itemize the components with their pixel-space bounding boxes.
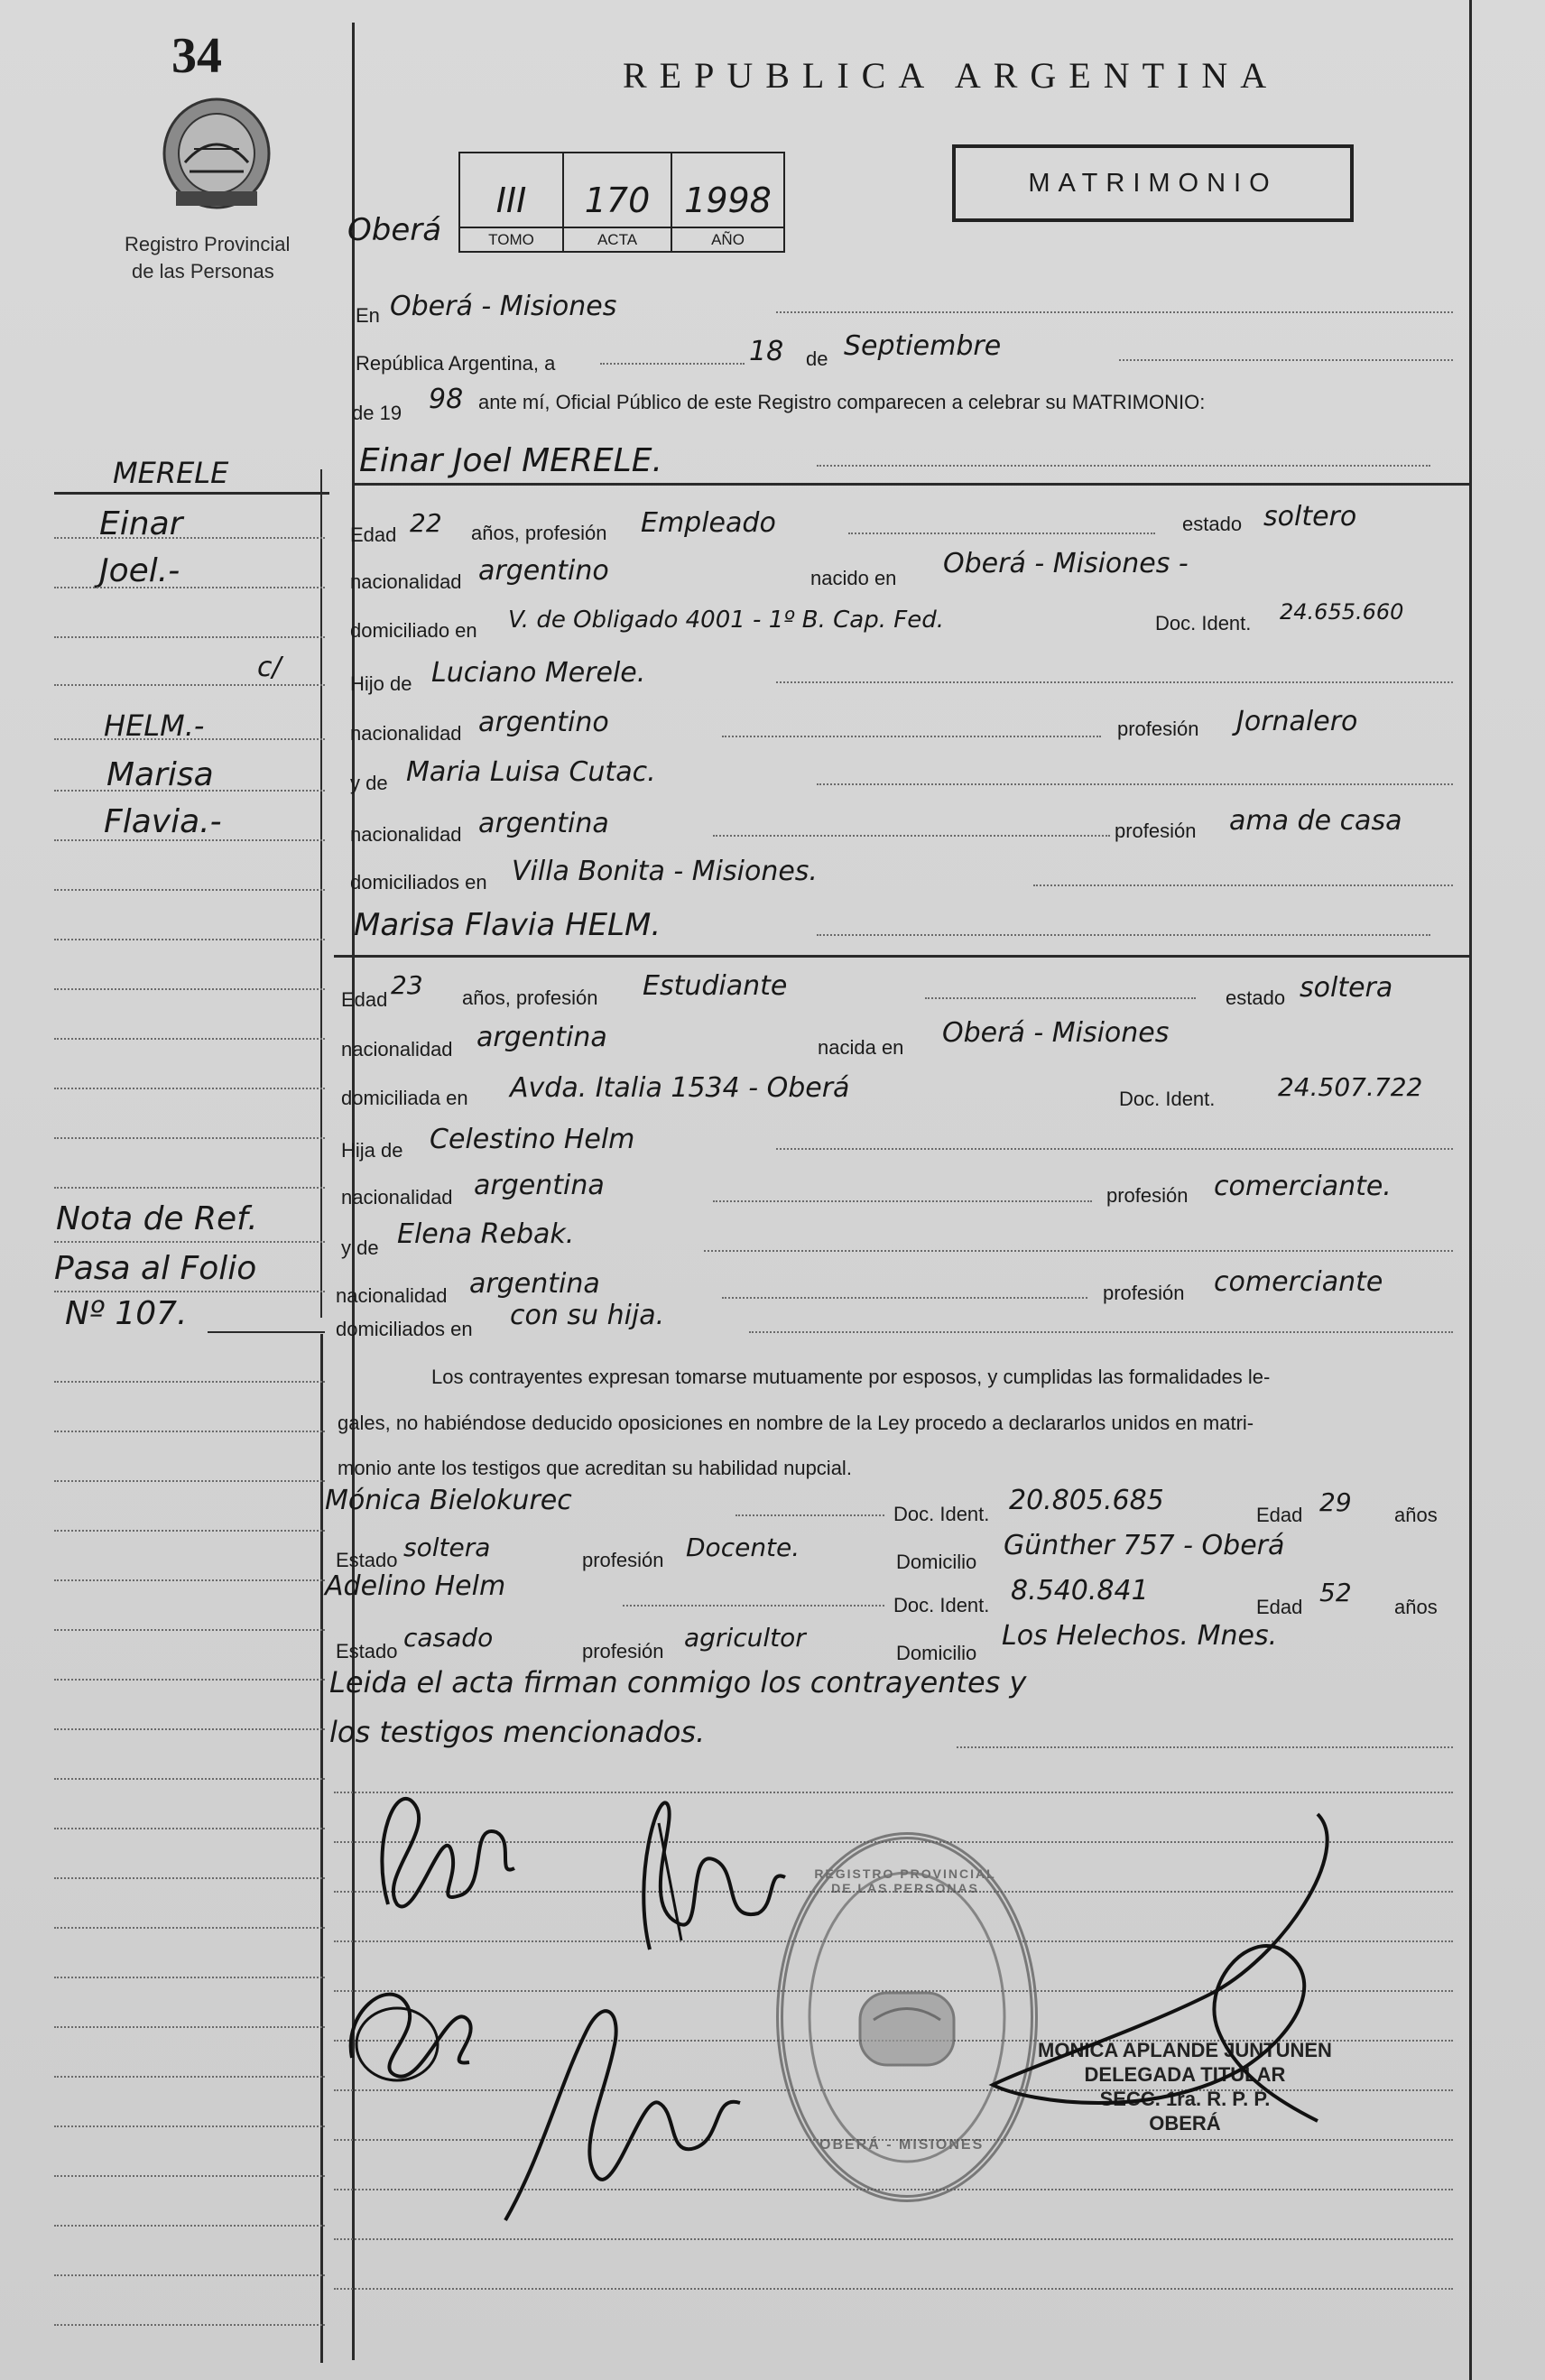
margin-line	[54, 1629, 325, 1631]
bride-mother-nac-label: nacionalidad	[336, 1284, 448, 1307]
declaration-line2: gales, no habiéndose deducido oposiciones en nombre de la Ley procedo a declararlos unidos en matri-	[338, 1412, 1254, 1434]
bride-estado-label: estado	[1226, 986, 1286, 1009]
bride-nacionalidad-label: nacionalidad	[341, 1038, 453, 1060]
margin-line	[54, 1877, 325, 1879]
fill-line	[704, 1250, 1453, 1252]
fill-line	[817, 783, 1453, 785]
witness1-edad-label: Edad	[1256, 1504, 1303, 1526]
margin-connector: c/	[257, 652, 282, 683]
bride-nacionalidad: argentina	[476, 1022, 607, 1053]
witness1-domicilio: Günther 757 - Oberá	[1004, 1530, 1285, 1561]
registry-name-line2: de las Personas	[132, 260, 274, 282]
margin-line	[54, 1778, 325, 1780]
margin-line	[54, 1480, 325, 1482]
margin-line	[54, 1679, 325, 1681]
de-label: de	[806, 347, 828, 370]
bride-profesion: Estudiante	[643, 970, 788, 1002]
delegate-name: MONICA APLANDE JUNTUNEN	[1038, 2039, 1332, 2061]
margin-groom-name2: Joel.-	[99, 552, 180, 589]
bride-doc-label: Doc. Ident.	[1119, 1088, 1216, 1110]
bride-father: Celestino Helm	[430, 1124, 635, 1155]
groom-mother-prof: ama de casa	[1229, 805, 1402, 837]
fill-line	[623, 1605, 884, 1607]
margin-rule	[208, 1331, 325, 1333]
groom-domicilio-label: domiciliado en	[350, 619, 477, 642]
groom-edad: 22	[410, 508, 442, 538]
fill-line	[722, 736, 1101, 737]
witness1-profesion: Docente.	[686, 1533, 800, 1562]
acta-label: ACTA	[564, 227, 671, 249]
groom-father-nac-label: nacionalidad	[350, 722, 462, 745]
fill-line	[722, 1297, 1087, 1299]
fill-line	[735, 1514, 884, 1516]
day-value: 18	[749, 336, 784, 367]
signature-officer	[975, 1796, 1354, 2139]
tomo-value: III	[495, 181, 527, 220]
margin-groom-name1: Einar	[99, 505, 183, 542]
delegate-title: DELEGADA TITULAR	[1084, 2063, 1286, 2086]
margin-line	[54, 2225, 325, 2227]
ano-value: 1998	[684, 181, 772, 220]
bride-doc: 24.507.722	[1278, 1072, 1423, 1102]
signature-groom	[361, 1769, 541, 1931]
bride-father-nac-label: nacionalidad	[341, 1186, 453, 1209]
margin-line	[54, 2324, 325, 2326]
en-label: En	[356, 304, 380, 327]
margin-line	[54, 587, 325, 588]
bride-edad-label: Edad	[341, 988, 388, 1011]
witness1-profesion-label: profesión	[582, 1549, 664, 1571]
witness1-edad: 29	[1319, 1487, 1352, 1517]
witness2-profesion-label: profesión	[582, 1640, 664, 1662]
groom-mother: Maria Luisa Cutac.	[406, 756, 656, 788]
margin-note3: Nº 107.	[65, 1295, 188, 1332]
margin-line	[54, 2026, 325, 2028]
margin-line	[54, 1038, 325, 1040]
bride-profesion-label: años, profesión	[462, 986, 598, 1009]
witness2-doc-label: Doc. Ident.	[893, 1594, 990, 1616]
delegate-place: OBERÁ	[1149, 2112, 1221, 2135]
witness2-name: Adelino Helm	[325, 1570, 506, 1602]
margin-line	[54, 684, 325, 686]
fill-line	[334, 2238, 1453, 2240]
stamp-text-bottom: OBERÁ - MISIONES	[819, 2137, 985, 2153]
signature-bride	[596, 1769, 803, 1968]
groom-estado-label: estado	[1182, 513, 1243, 535]
groom-edad-label: Edad	[350, 523, 397, 546]
groom-estado: soltero	[1263, 501, 1357, 532]
month-value: Septiembre	[844, 330, 1002, 362]
groom-father-prof-label: profesión	[1117, 718, 1199, 740]
margin-line	[54, 1381, 325, 1383]
registry-table	[458, 152, 785, 253]
margin-line	[54, 889, 325, 891]
groom-mother-nac-label: nacionalidad	[350, 823, 462, 846]
bride-full-name: Marisa Flavia HELM.	[354, 907, 661, 943]
bride-mother-prof: comerciante	[1214, 1266, 1383, 1298]
margin-groom-surname: MERELE	[113, 456, 229, 490]
margin-line	[54, 1137, 325, 1139]
witness2-anos-label: años	[1394, 1596, 1438, 1618]
bride-estado: soltera	[1300, 972, 1393, 1004]
section-rule	[352, 483, 1471, 486]
bride-edad: 23	[391, 970, 423, 1000]
fill-line	[957, 1746, 1453, 1748]
margin-bride-surname: HELM.-	[104, 708, 205, 743]
fill-line	[776, 681, 1453, 683]
signature-witness2	[487, 1977, 758, 2229]
groom-hijo-label: Hijo de	[350, 672, 412, 695]
groom-nacido-label: nacido en	[810, 567, 897, 589]
registry-name: Registro Provincial	[125, 233, 291, 255]
margin-line	[54, 1241, 325, 1243]
groom-father-prof: Jornalero	[1236, 706, 1358, 737]
witness2-doc: 8.540.841	[1011, 1575, 1149, 1607]
bride-nacida-label: nacida en	[818, 1036, 904, 1059]
declaration-line1: Los contrayentes expresan tomarse mutuamente por esposos, y cumplidas las formalidades le-	[431, 1366, 1271, 1388]
ano-label: AÑO	[672, 227, 783, 249]
margin-line	[54, 939, 325, 940]
fill-line	[1033, 884, 1453, 886]
groom-doc-label: Doc. Ident.	[1155, 612, 1252, 634]
margin-line	[54, 2175, 325, 2177]
stamp-text-top: REGISTRO PROVINCIAL DE LAS PERSONAS	[814, 1866, 996, 1895]
margin-line	[54, 537, 325, 539]
section-rule	[320, 1334, 323, 2363]
place-note: Oberá	[347, 212, 442, 248]
margin-line	[54, 1291, 325, 1292]
witness1-doc: 20.805.685	[1009, 1485, 1164, 1516]
fill-line	[925, 997, 1196, 999]
witness1-domicilio-label: Domicilio	[896, 1551, 977, 1573]
margin-line	[54, 1828, 325, 1829]
place-value: Oberá - Misiones	[390, 291, 617, 322]
witness2-domicilio: Los Helechos. Mnes.	[1002, 1620, 1278, 1652]
year-suffix: 98	[429, 384, 464, 415]
bride-parents-dom-label: domiciliados en	[336, 1318, 473, 1340]
witness1-name: Mónica Bielokurec	[325, 1485, 572, 1516]
groom-parents-dom-label: domiciliados en	[350, 871, 487, 894]
margin-bride-name1: Marisa	[106, 756, 214, 793]
fill-line	[713, 835, 1110, 837]
act-type: MATRIMONIO	[1028, 168, 1278, 198]
witness2-domicilio-label: Domicilio	[896, 1642, 977, 1664]
witness2-estado-label: Estado	[336, 1640, 398, 1662]
margin-note2: Pasa al Folio	[54, 1250, 257, 1287]
fill-line	[848, 532, 1155, 534]
groom-father: Luciano Merele.	[431, 657, 646, 689]
groom-y-de-label: y de	[350, 772, 388, 794]
bride-mother: Elena Rebak.	[397, 1218, 575, 1250]
bride-nacida: Oberá - Misiones	[942, 1017, 1170, 1049]
declaration-line3: monio ante los testigos que acreditan su habilidad nupcial.	[338, 1457, 852, 1479]
fill-line	[1119, 359, 1453, 361]
acta-value: 170	[584, 181, 651, 220]
bride-domicilio: Avda. Italia 1534 - Oberá	[510, 1072, 850, 1104]
margin-line	[54, 1431, 325, 1432]
margin-line	[54, 1927, 325, 1929]
tomo-label: TOMO	[460, 227, 562, 249]
intro-statement: ante mí, Oficial Público de este Registro comparecen a celebrar su MATRIMONIO:	[478, 391, 1206, 413]
groom-father-nac: argentino	[478, 707, 609, 738]
margin-line	[54, 1088, 325, 1089]
groom-full-name: Einar Joel MERELE.	[359, 442, 662, 479]
bride-father-prof-label: profesión	[1106, 1184, 1189, 1207]
margin-line	[54, 2274, 325, 2276]
margin-line	[54, 839, 325, 841]
bride-parents-dom: con su hija.	[510, 1300, 665, 1331]
margin-line	[54, 738, 325, 740]
country-title: REPUBLICA ARGENTINA	[623, 55, 1280, 96]
bride-hija-label: Hija de	[341, 1139, 403, 1162]
witness1-estado-label: Estado	[336, 1549, 398, 1571]
groom-mother-nac: argentina	[478, 808, 609, 839]
margin-line	[54, 1728, 325, 1730]
margin-line	[54, 988, 325, 990]
groom-profesion: Empleado	[641, 507, 776, 539]
section-rule	[334, 955, 1471, 958]
bride-y-de-label: y de	[341, 1236, 379, 1259]
bride-father-nac: argentina	[474, 1170, 605, 1201]
groom-doc: 24.655.660	[1280, 599, 1404, 625]
fill-line	[713, 1200, 1092, 1202]
witness1-anos-label: años	[1394, 1504, 1438, 1526]
fill-line	[776, 311, 1453, 313]
closing-line2: los testigos mencionados.	[329, 1715, 706, 1749]
margin-line	[54, 1530, 325, 1532]
groom-domicilio: V. de Obligado 4001 - 1º B. Cap. Fed.	[508, 607, 944, 634]
fill-line	[600, 363, 745, 365]
groom-nacionalidad: argentino	[478, 555, 609, 587]
bride-mother-prof-label: profesión	[1103, 1282, 1185, 1304]
margin-line	[54, 790, 325, 792]
witness2-edad-label: Edad	[1256, 1596, 1303, 1618]
groom-nacionalidad-label: nacionalidad	[350, 570, 462, 593]
margin-line	[54, 2076, 325, 2078]
delegate-section: SECC. 1ra. R. P. P.	[1099, 2088, 1271, 2110]
groom-profesion-label: años, profesión	[471, 522, 607, 544]
witness1-doc-label: Doc. Ident.	[893, 1503, 990, 1525]
groom-parents-dom: Villa Bonita - Misiones.	[512, 856, 818, 887]
year-prefix: de 19	[352, 402, 402, 424]
closing-line1: Leida el acta firman conmigo los contrayentes y	[329, 1665, 1027, 1699]
fill-line	[749, 1331, 1453, 1333]
groom-mother-prof-label: profesión	[1115, 820, 1197, 842]
vertical-rule	[320, 469, 322, 1318]
margin-line	[54, 1187, 325, 1189]
signature-witness1	[334, 1959, 496, 2094]
margin-line	[54, 1579, 325, 1581]
witness2-edad: 52	[1319, 1578, 1352, 1607]
margin-line	[54, 2125, 325, 2127]
fill-line	[776, 1148, 1453, 1150]
margin-line	[54, 1977, 325, 1978]
republica-label: República Argentina, a	[356, 352, 556, 375]
fill-line	[817, 465, 1430, 467]
bride-mother-nac: argentina	[469, 1268, 600, 1300]
act-type-box	[952, 144, 1354, 222]
margin-bride-name2: Flavia.-	[104, 803, 222, 840]
bride-father-prof: comerciante.	[1214, 1171, 1392, 1202]
margin-rule	[54, 492, 329, 495]
groom-nacido: Oberá - Misiones -	[943, 548, 1189, 579]
fill-line	[817, 934, 1430, 936]
fill-line	[334, 2288, 1453, 2290]
provincial-crest-icon	[153, 90, 280, 217]
bride-domicilio-label: domiciliada en	[341, 1087, 468, 1109]
witness2-estado: casado	[403, 1623, 494, 1653]
witness1-estado: soltera	[403, 1533, 491, 1562]
witness2-profesion: agricultor	[684, 1623, 806, 1653]
vertical-rule	[1469, 0, 1472, 2380]
margin-note1: Nota de Ref.	[56, 1200, 258, 1237]
margin-line	[54, 636, 325, 638]
page-number: 34	[171, 28, 222, 84]
